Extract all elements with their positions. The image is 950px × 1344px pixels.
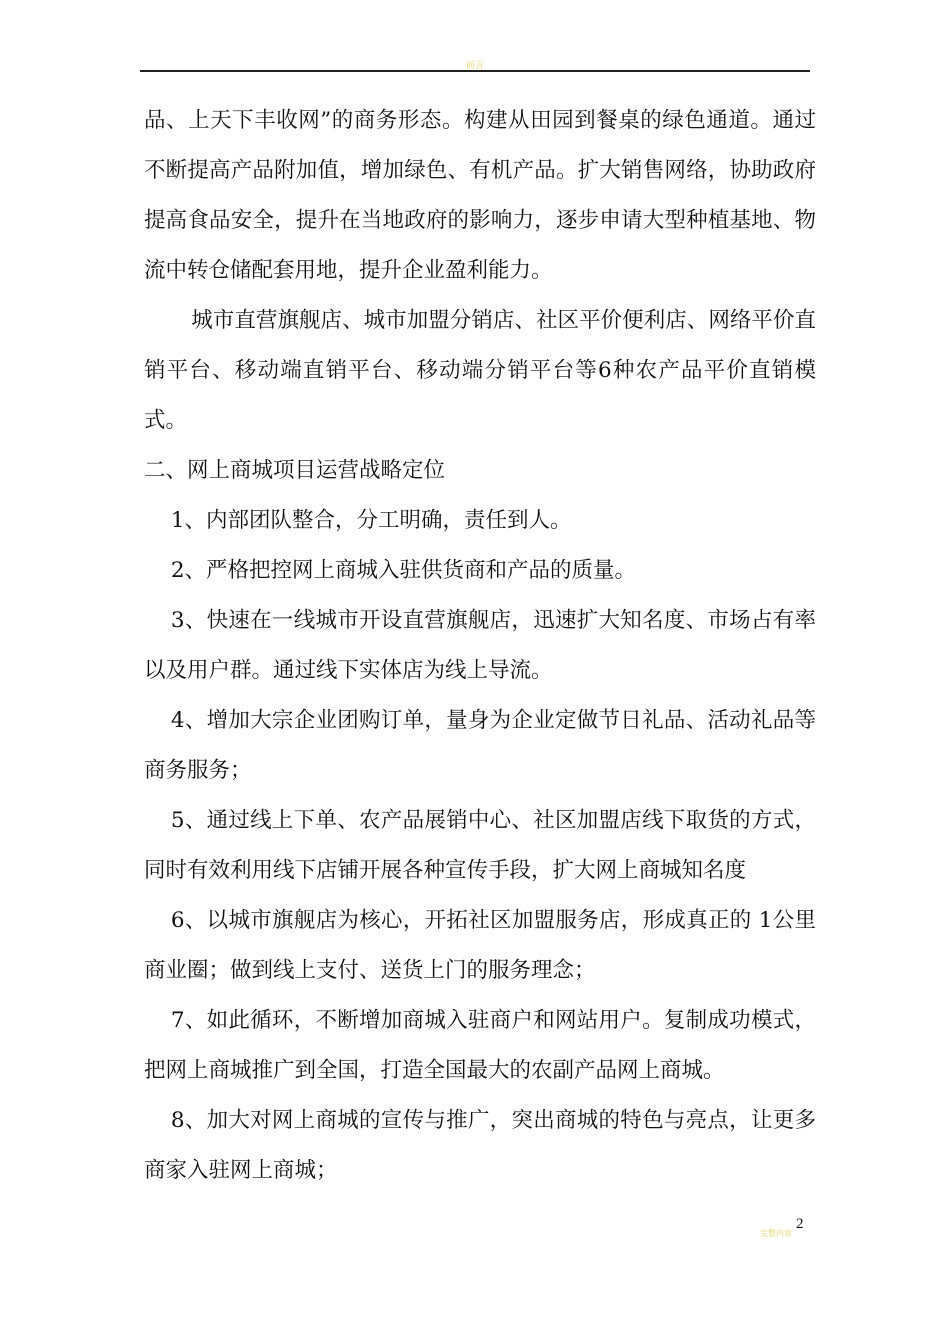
paragraph-continuation: 品、上天下丰收网”的商务形态。构建从田园到餐桌的绿色通道。通过不断提高产品附加值，增加绿色、有机产品。扩大销售网络，协助政府提高食品安全，提升在当地政府的影响力，逐步申请大型种植基地、物流中转仓储配套用地，提升企业盈利能力。 (144, 108, 816, 283)
list-item-5: 5、通过线上下单、农产品展销中心、社区加盟店线下取货的方式，同时有效利用线下店铺开展各种宣传手段，扩大网上商城知名度 (144, 808, 816, 883)
list-item-8: 8、加大对网上商城的宣传与推广，突出商城的特色与亮点，让更多商家入驻网上商城； (144, 1108, 816, 1183)
list-item-1: 1、内部团队整合，分工明确，责任到人。 (170, 508, 572, 533)
page-number: 2 (796, 1216, 804, 1232)
section-heading: 二、网上商城项目运营战略定位 (144, 458, 446, 483)
list-item-2: 2、严格把控网上商城入驻供货商和产品的质量。 (170, 558, 637, 583)
list-item-4: 4、增加大宗企业团购订单，量身为企业定做节日礼品、活动礼品等商务服务； (144, 708, 816, 783)
list-item-7: 7、如此循环，不断增加商城入驻商户和网站用户。复制成功模式，把网上商城推广到全国，打造全国最大的农副产品网上商城。 (144, 1008, 816, 1083)
paragraph-sales-models: 城市直营旗舰店、城市加盟分销店、社区平价便利店、网络平价直销平台、移动端直销平台、移动端分销平台等6种农产品平价直销模式。 (144, 308, 816, 433)
footer-label: 完整内容 (760, 1229, 792, 1238)
list-item-6: 6、以城市旗舰店为核心，开拓社区加盟服务店，形成真正的 1公里商业圈；做到线上支付、送货上门的服务理念； (144, 908, 816, 983)
page-header-text: 前言 (465, 61, 484, 71)
header-divider (140, 70, 810, 72)
document-body (144, 96, 816, 1196)
list-item-3: 3、快速在一线城市开设直营旗舰店，迅速扩大知名度、市场占有率以及用户群。通过线下实体店为线上导流。 (144, 608, 816, 683)
